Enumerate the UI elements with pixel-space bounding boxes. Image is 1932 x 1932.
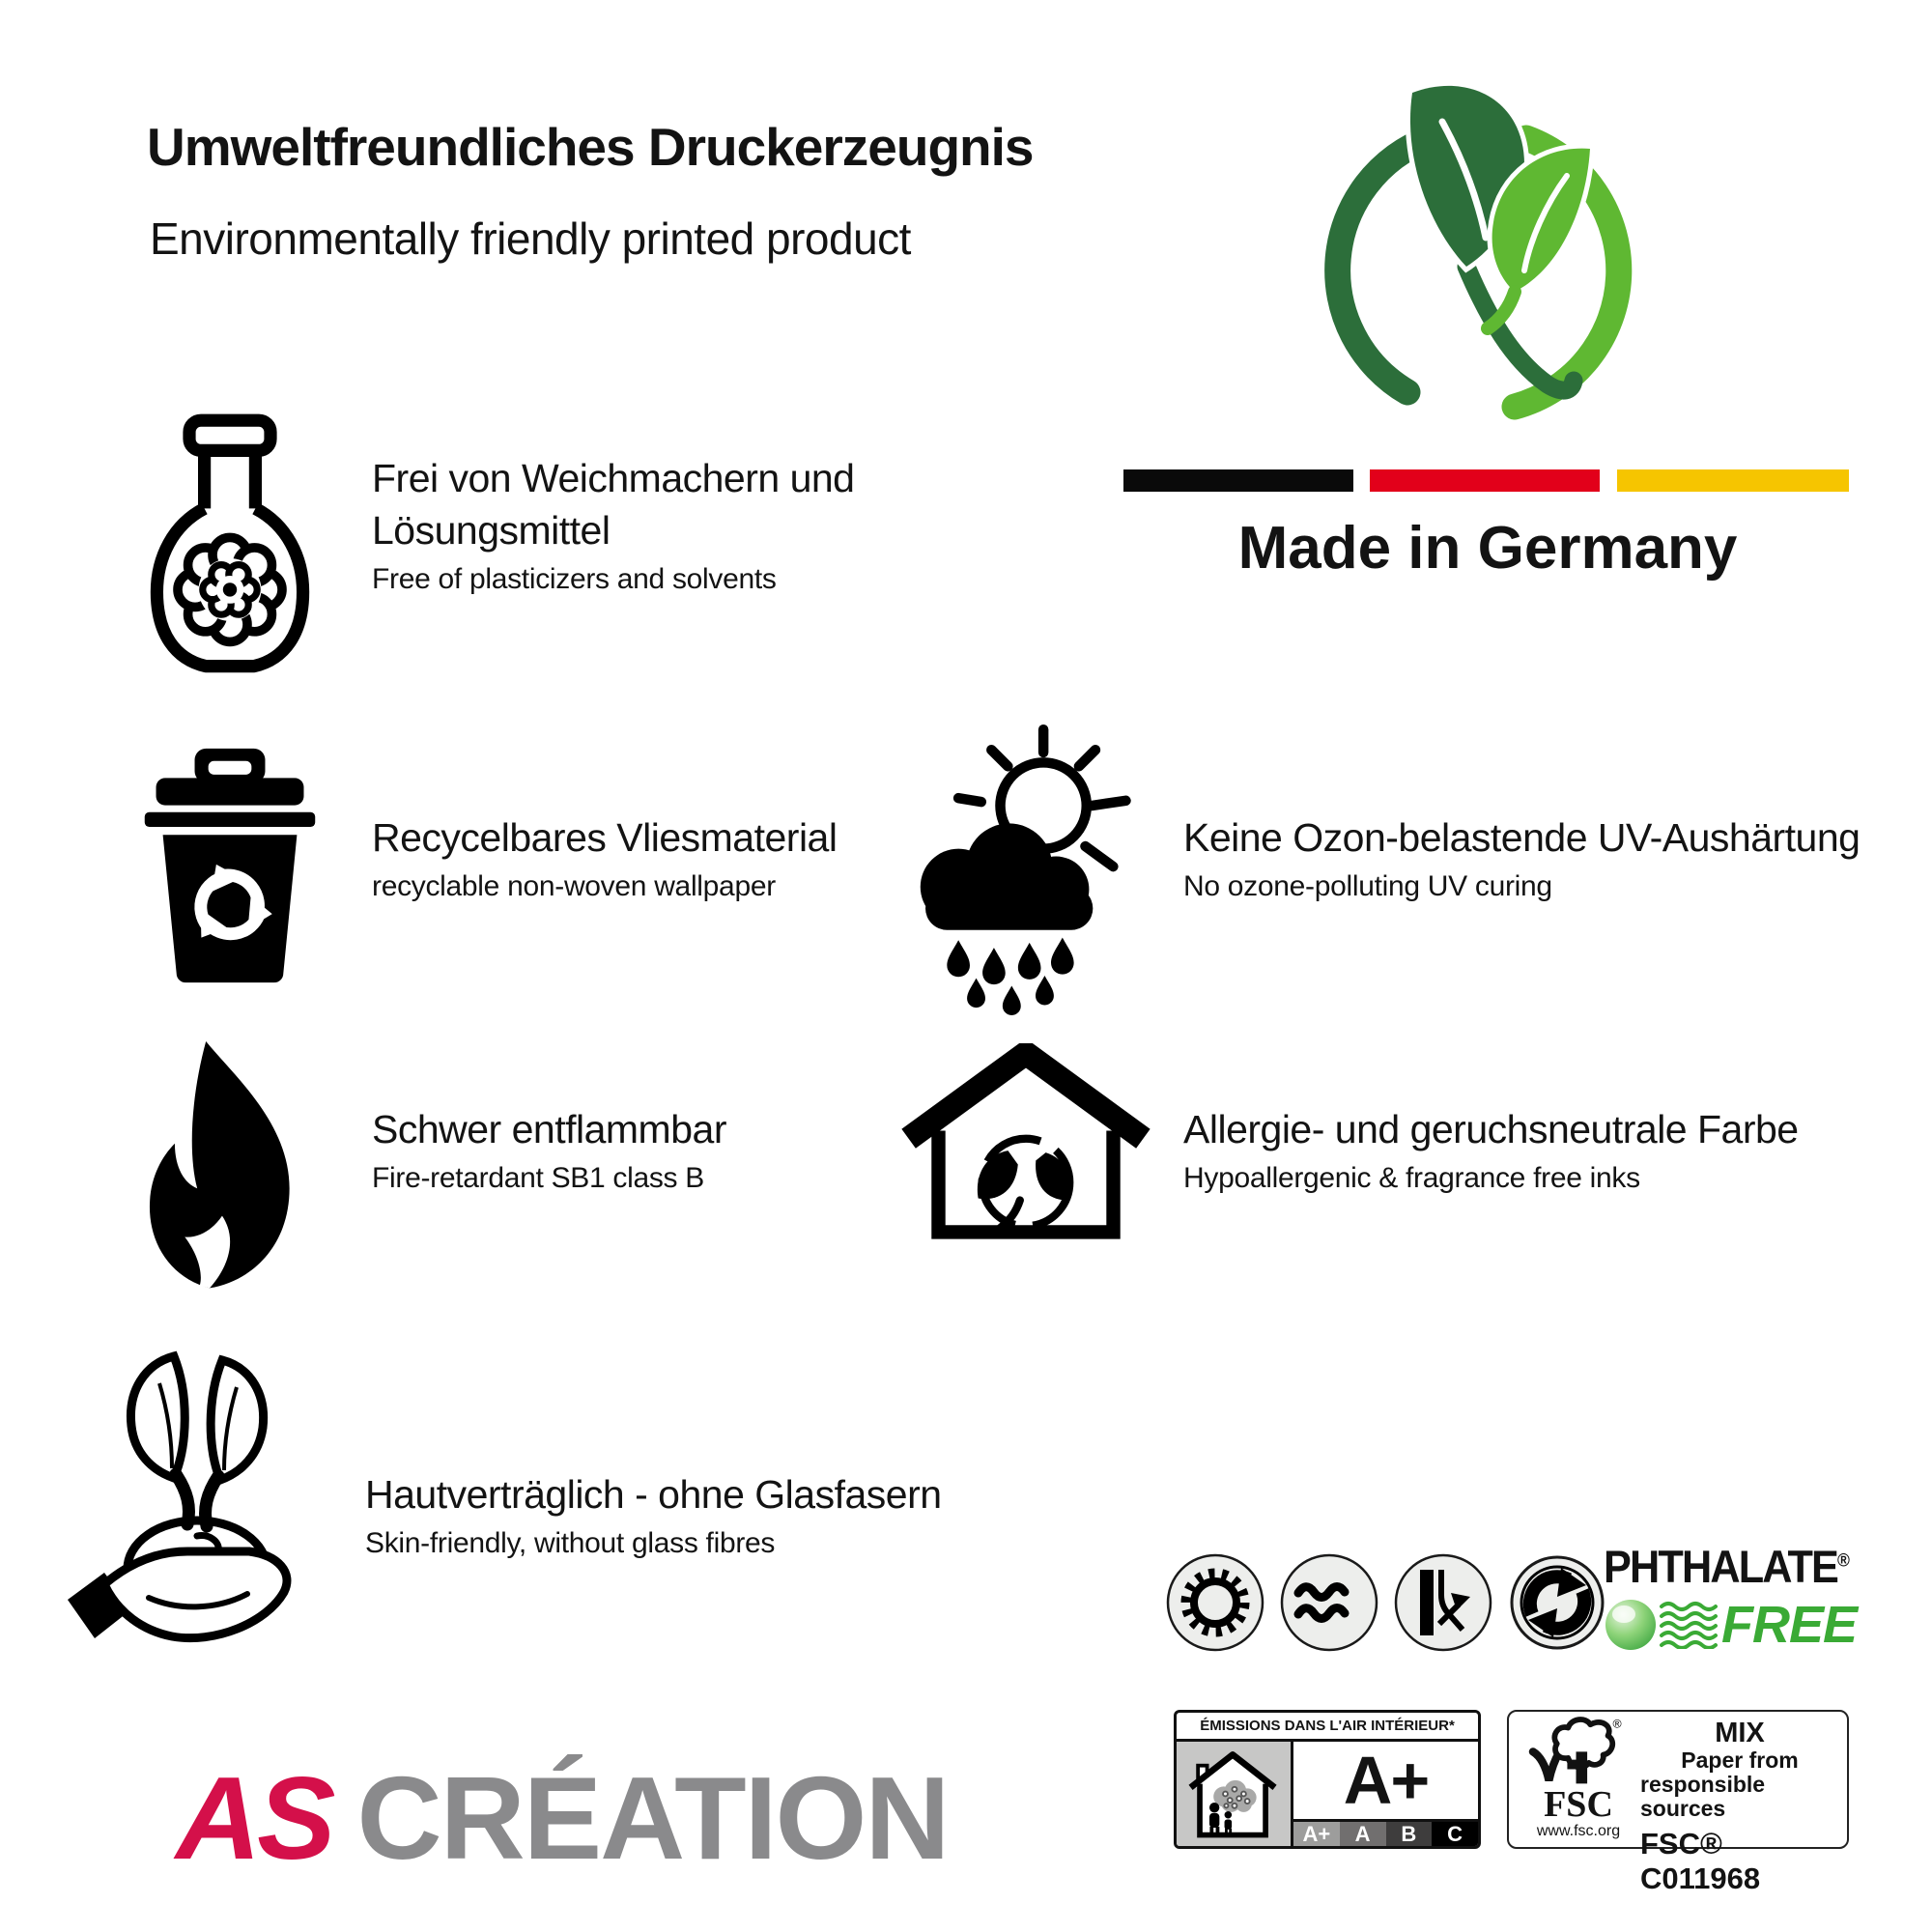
- fsc-registered-mark: ®: [1612, 1717, 1622, 1731]
- emissions-title: ÉMISSIONS DANS L'AIR INTÉRIEUR*: [1177, 1713, 1478, 1742]
- fsc-label: [1507, 1710, 1849, 1895]
- hand-seedling-icon: [60, 1345, 350, 1663]
- free-text: FREE: [1721, 1596, 1858, 1654]
- feature-title-de: Recycelbares Vliesmaterial: [372, 815, 838, 860]
- eco-leaves-logo-icon: [1304, 66, 1652, 444]
- feature-title-de: Schwer entflammbar: [372, 1107, 726, 1151]
- phthalate-word: [1604, 1540, 1850, 1593]
- scale-a: A: [1340, 1822, 1386, 1847]
- feature-title-en: Skin-friendly, without glass fibres: [365, 1527, 776, 1559]
- brand-as: AS: [176, 1752, 332, 1884]
- fsc-line1: Paper from: [1681, 1747, 1799, 1773]
- flag-red-stripe: [1370, 469, 1600, 492]
- emissions-scale: [1293, 1819, 1478, 1847]
- house-leaf-icon: [896, 1043, 1155, 1252]
- feature-row-skin-friendly: [365, 1468, 1022, 1560]
- scale-a-plus: A+: [1293, 1822, 1340, 1847]
- emissions-grade: A+: [1343, 1743, 1429, 1818]
- feature-title-en: recyclable non-woven wallpaper: [372, 870, 776, 902]
- feature-title-de: Allergie- und geruchsneutrale Farbe: [1183, 1107, 1799, 1151]
- made-in-germany-label: Made in Germany: [1237, 515, 1738, 582]
- feature-row-hypoallergenic: [1183, 1103, 1932, 1195]
- fsc-wordmark: FSC: [1544, 1784, 1613, 1825]
- flask-flower-icon: [143, 412, 317, 682]
- fsc-url: www.fsc.org: [1536, 1823, 1621, 1839]
- as-creation-logo: [176, 1750, 949, 1886]
- feature-title-de: Frei von Weichmachern und Lösungsmittel: [372, 456, 855, 553]
- scale-c: C: [1432, 1822, 1478, 1847]
- lightfastness-sun-icon: [1168, 1555, 1263, 1650]
- feature-title-en: Fire-retardant SB1 class B: [372, 1162, 704, 1194]
- feature-row-plasticizer-free: [372, 452, 932, 596]
- flame-icon: [137, 1041, 325, 1291]
- feature-title-en: Free of plasticizers and solvents: [372, 563, 777, 595]
- phthalate-free-logo: [1604, 1540, 1864, 1655]
- emissions-label: [1174, 1710, 1481, 1849]
- page-subtitle: Environmentally friendly printed product: [150, 213, 911, 264]
- fsc-code: FSC® C011968: [1640, 1827, 1761, 1895]
- fsc-tree-check-icon: [1524, 1717, 1633, 1790]
- phthalate-text: PHTHALATE: [1604, 1541, 1838, 1592]
- fsc-mix: MIX: [1715, 1718, 1765, 1748]
- scale-b: B: [1386, 1822, 1433, 1847]
- flag-black-stripe: [1123, 469, 1353, 492]
- fsc-line2: responsible sources: [1640, 1772, 1766, 1821]
- page-title: Umweltfreundliches Druckerzeugnis: [147, 117, 1034, 177]
- brand-creation: CRÉATION: [356, 1752, 949, 1884]
- fsc-text-block: [1640, 1717, 1839, 1895]
- feature-title-de: Keine Ozon-belastende UV-Aushärtung: [1183, 815, 1861, 860]
- flag-gold-stripe: [1617, 469, 1849, 492]
- registered-mark: ®: [1837, 1550, 1850, 1572]
- green-ball-icon: [1604, 1598, 1658, 1652]
- green-waves-icon: [1658, 1601, 1718, 1649]
- feature-title-en: No ozone-polluting UV curing: [1183, 870, 1552, 902]
- washable-waves-icon: [1282, 1555, 1377, 1650]
- green-dot-recycle-icon: [1512, 1557, 1603, 1648]
- emissions-house-cell: [1177, 1742, 1293, 1846]
- feature-row-no-uv-curing: [1183, 811, 1932, 903]
- feature-row-recyclable: [372, 811, 990, 903]
- wallpaper-symbols-row: [1165, 1552, 1611, 1653]
- fsc-logo-block: [1517, 1717, 1640, 1842]
- emissions-house-icon: [1183, 1744, 1284, 1844]
- strippable-peel-icon: [1396, 1555, 1491, 1650]
- sun-rain-cloud-icon: [910, 724, 1151, 1016]
- feature-title-de: Hautverträglich - ohne Glasfasern: [365, 1472, 942, 1517]
- feature-title-en: Hypoallergenic & fragrance free inks: [1183, 1162, 1640, 1194]
- recycle-bin-icon: [133, 746, 327, 985]
